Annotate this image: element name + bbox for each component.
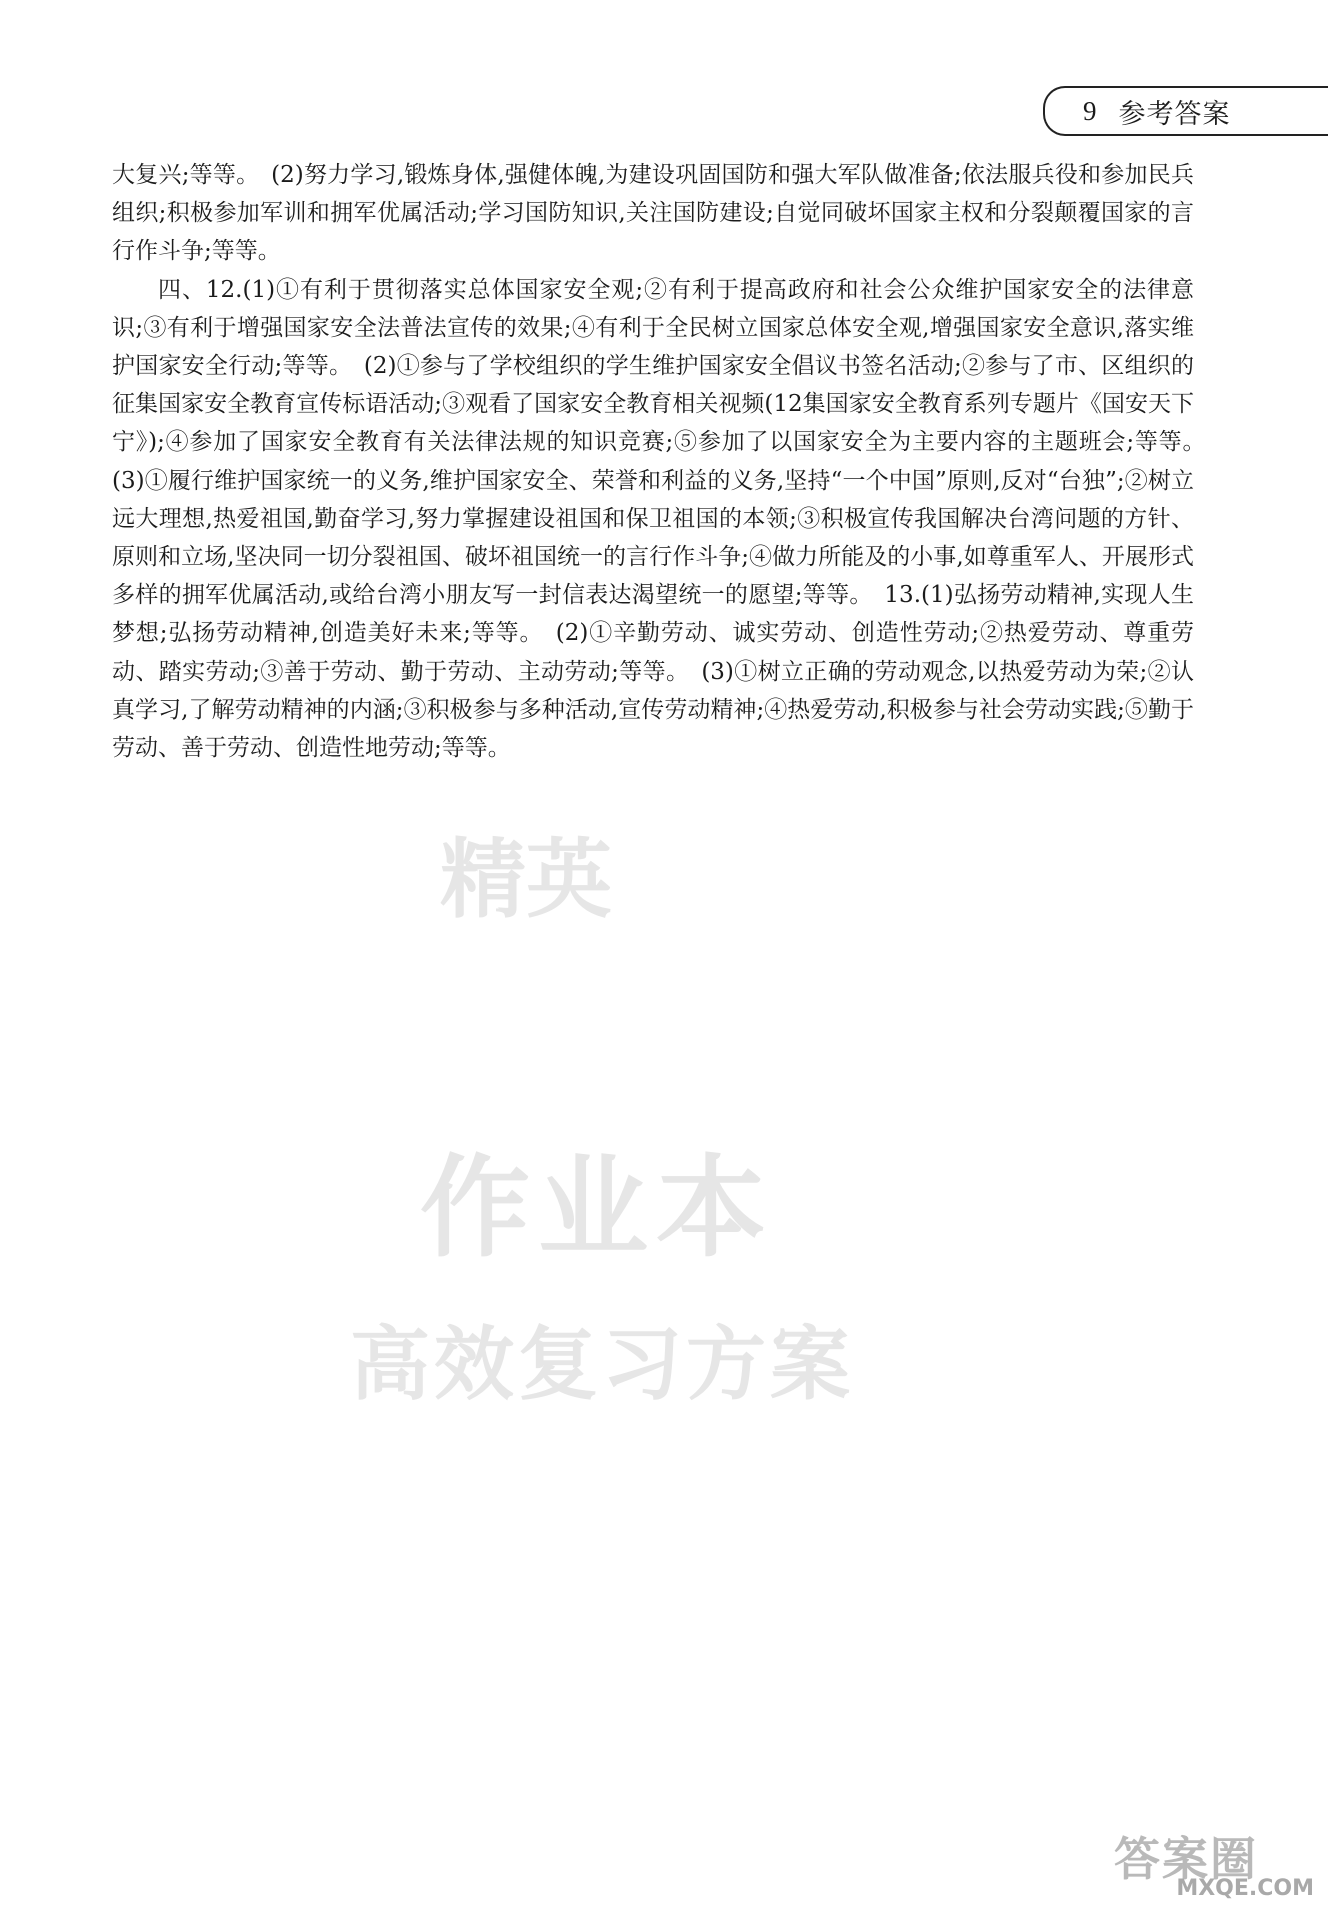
- watermark-text: 高效复习方案: [350, 1318, 854, 1411]
- page-number: 9: [1083, 95, 1097, 126]
- answer-paragraph: 大复兴;等等。 (2)努力学习,锻炼身体,强健体魄,为建设巩固国防和强大军队做准备;依法服兵役和参加民兵组织;积极参加军训和拥军优属活动;学习国防知识,关注国防建设;自觉同破坏国家主权和分裂颠覆国家的言行作斗争;等等。: [112, 162, 1194, 265]
- page-header-tab: [1043, 86, 1328, 136]
- watermark-text: 作业本: [420, 1144, 774, 1272]
- logo-mark: 答案圈: [1114, 1832, 1258, 1886]
- site-logo: [1114, 1823, 1314, 1901]
- logo-url: MXQE.COM: [1176, 1876, 1314, 1901]
- answer-paragraph: 四、12.(1)①有利于贯彻落实总体国家安全观;②有利于提高政府和社会公众维护国家安全的法律意识;③有利于增强国家安全法普法宣传的效果;④有利于全民树立国家总体安全观,增强国家安全意识,落实维护国家安全行动;等等。 (2)①参与了学校组织的学生维护国家安全倡议书签名活动;②参与了市、区组织的征集国家安全教育宣传标语活动;③观看了国家安全教育相关视频(12集国家安全教育系列专题片《国安天下宁》);④参加了国家安全教育有关法律法规的知识竞赛;⑤参加了以国家安全为主要内容的主题班会;等等。 (3)①履行维护国家统一的义务,维护国家安全、荣誉和利益的义务,坚持“一个中国”原则,反对“台独”;②树立远大理想,热爱祖国,勤奋学习,努力掌握建设祖国和保卫祖国的本领;③积极宣传我国解决台湾问题的方针、原则和立场,坚决同一切分裂祖国、破坏祖国统一的言行作斗争;④做力所能及的小事,如尊重军人、开展形式多样的拥军优属活动,或给台湾小朋友写一封信表达渴望统一的愿望;等等。 13.(1)弘扬劳动精神,实现人生梦想;弘扬劳动精神,创造美好未来;等等。 (2)①辛勤劳动、诚实劳动、创造性劳动;②热爱劳动、尊重劳动、踏实劳动;③善于劳动、勤于劳动、主动劳动;等等。 (3)①树立正确的劳动观念,以热爱劳动为荣;②认真学习,了解劳动精神的内涵;③积极参与多种活动,宣传劳动精神;④热爱劳动,积极参与社会劳动实践;⑤勤于劳动、善于劳动、创造性地劳动;等等。: [112, 276, 1217, 762]
- watermark-text: 精英: [440, 830, 612, 930]
- section-title: 参考答案: [1118, 98, 1231, 130]
- answer-body: [112, 156, 1217, 767]
